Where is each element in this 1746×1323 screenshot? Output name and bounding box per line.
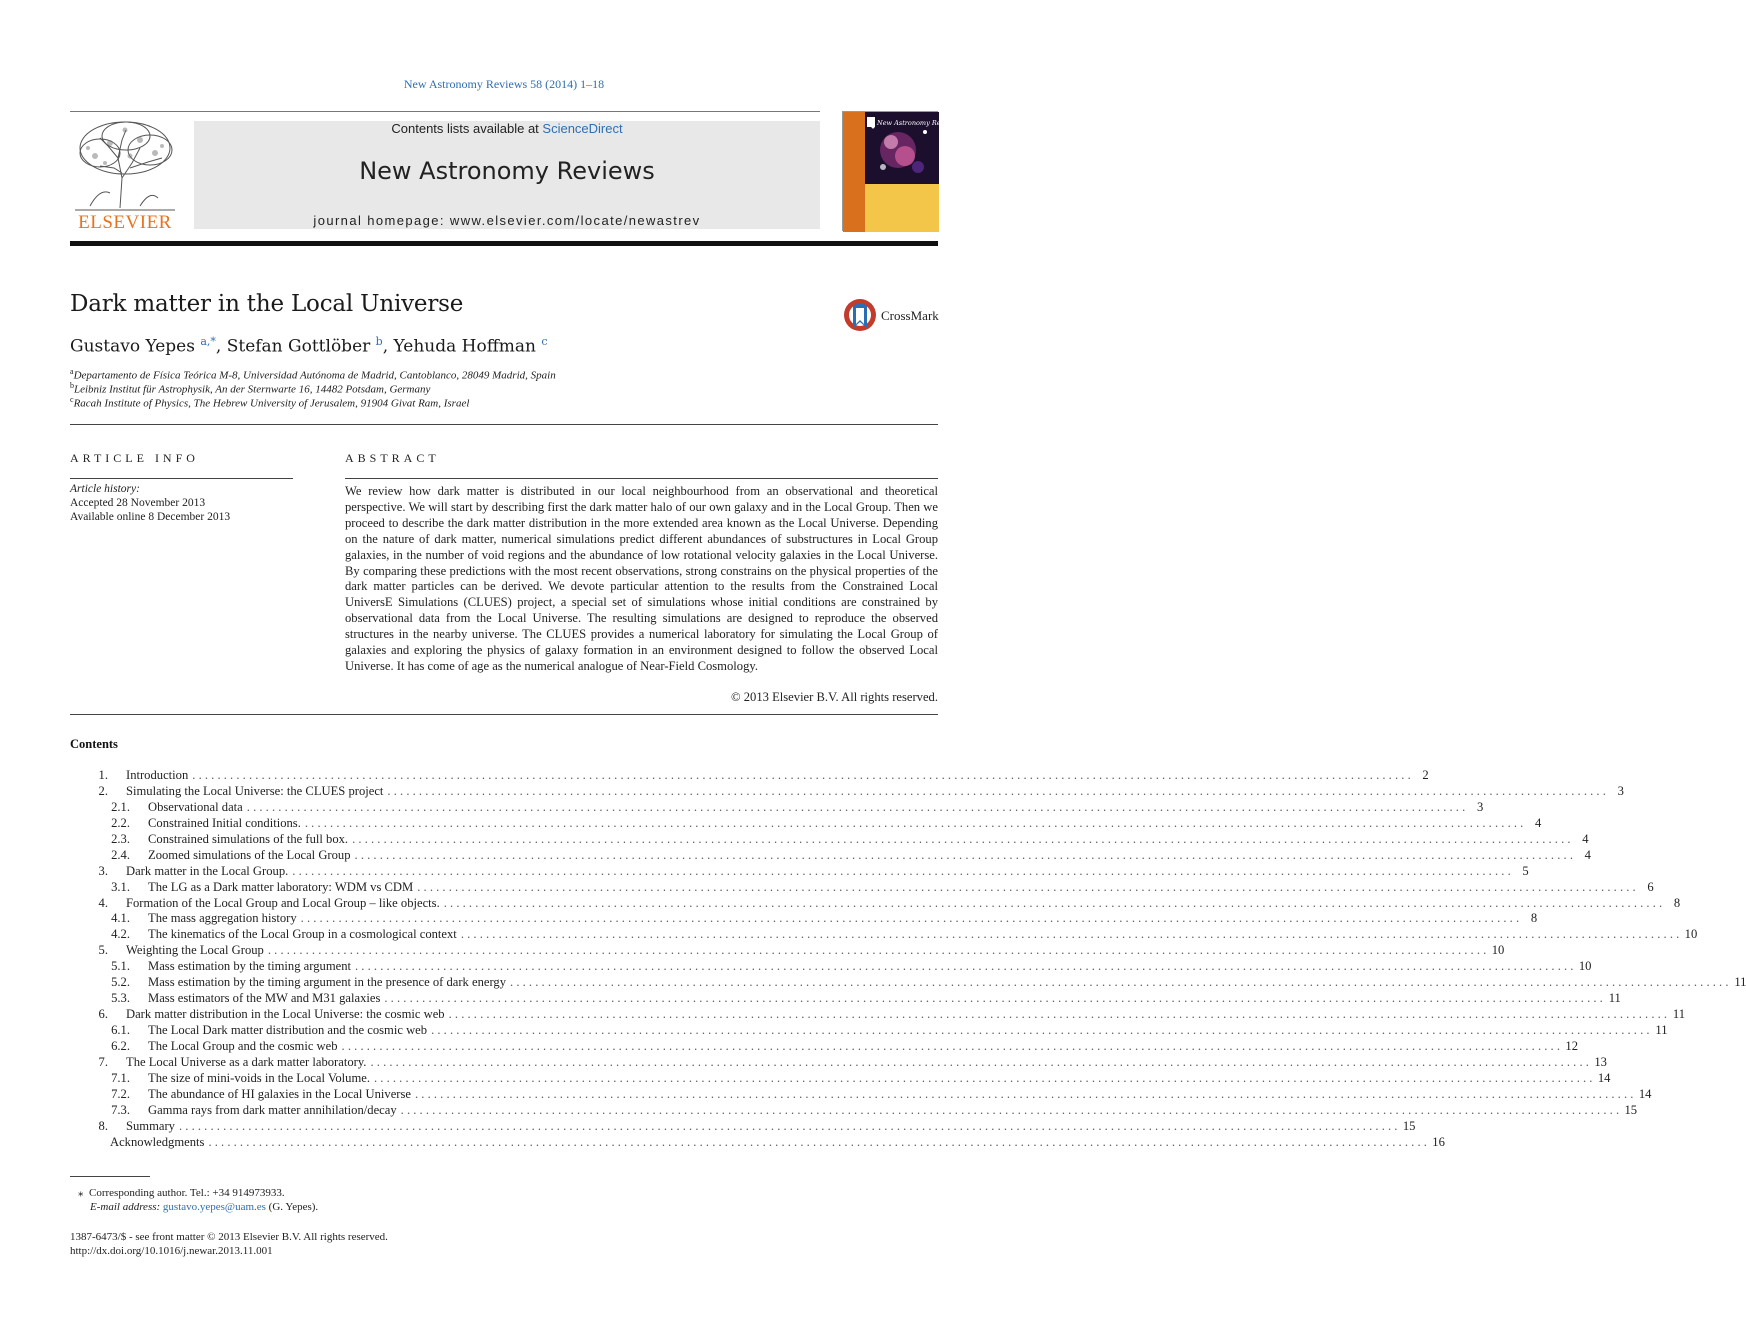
toc-leader-dots — [431, 1023, 1649, 1038]
toc-number: 7.1. — [111, 1070, 130, 1085]
toc-leader-dots — [305, 816, 1523, 831]
email-link[interactable]: gustavo.yepes@uam.es — [162, 1201, 266, 1213]
toc-entry[interactable] — [70, 927, 1698, 943]
toc-label[interactable]: The kinematics of the Local Group in a cosmological context — [148, 927, 457, 942]
journal-citation-link[interactable]: New Astronomy Reviews 58 (2014) 1–18 — [403, 77, 605, 91]
toc-page-number[interactable]: 11 — [1672, 1007, 1686, 1022]
toc-label[interactable]: The Local Universe as a dark matter laboratory. — [126, 1054, 367, 1069]
article-title: Dark matter in the Local Universe — [70, 291, 464, 317]
toc-label[interactable]: The LG as a Dark matter laboratory: WDM vs CDM — [148, 879, 414, 894]
toc-entry[interactable] — [70, 943, 1505, 959]
toc-page-number[interactable]: 5 — [1522, 863, 1529, 878]
toc-entry[interactable] — [70, 831, 1589, 848]
toc-page-number[interactable]: 10 — [1578, 959, 1592, 974]
toc-leader-dots — [355, 959, 1573, 974]
toc-label[interactable]: Zoomed simulations of the Local Group — [148, 847, 351, 862]
toc-number: 6.1. — [111, 1023, 130, 1037]
toc-page-number[interactable]: 12 — [1565, 1038, 1578, 1053]
toc-entry[interactable] — [70, 1007, 1686, 1023]
toc-leader-dots — [208, 1135, 1426, 1150]
header-thick-rule — [70, 241, 938, 246]
abstract-rule — [345, 478, 938, 479]
corresponding-author-note — [78, 1186, 285, 1199]
toc-leader-dots — [510, 975, 1728, 990]
contents-heading: Contents — [70, 737, 118, 751]
toc-number: 8. — [98, 1118, 108, 1133]
toc-number: 1. — [98, 768, 108, 782]
toc-leader-dots — [179, 1119, 1397, 1134]
affiliation-text: Racah Institute of Physics, The Hebrew University of Jerusalem, 91904 Givat Ram, Israel — [73, 397, 470, 410]
toc-leader-dots — [415, 1087, 1633, 1102]
affiliation-mark: b — [70, 381, 74, 390]
toc-leader-dots — [370, 1055, 1588, 1070]
toc-number: 5. — [98, 943, 108, 958]
toc-number: 4.2. — [111, 927, 130, 942]
toc-number: 5.2. — [111, 975, 130, 990]
journal-homepage[interactable]: journal homepage: www.elsevier.com/locate/newastrev — [313, 213, 701, 228]
accepted-date: Accepted 28 November 2013 — [70, 497, 206, 509]
email-suffix: (G. Yepes). — [265, 1201, 319, 1213]
toc-number: 2. — [98, 783, 108, 798]
copyright-notice: © 2013 Elsevier B.V. All rights reserved. — [731, 690, 938, 704]
issn-note: 1387-6473/$ - see front matter © 2013 Elsevier B.V. All rights reserved. — [70, 1231, 388, 1243]
toc-leader-dots — [342, 1039, 1560, 1054]
toc-label[interactable]: Constrained simulations of the full box. — [148, 831, 349, 846]
toc-page-number[interactable]: 14 — [1597, 1070, 1611, 1085]
journal-cover-thumbnail — [842, 111, 960, 231]
toc-leader-dots — [374, 1071, 1592, 1086]
journal-name: New Astronomy Reviews — [359, 157, 655, 185]
toc-number: 4. — [98, 895, 108, 910]
affiliation-text: Departamento de Física Teórica M-8, Universidad Autónoma de Madrid, Cantoblanco, 28049 Madrid, Spain — [73, 369, 556, 382]
toc-label[interactable]: Mass estimation by the timing argument in the presence of dark energy — [148, 975, 507, 990]
author-separator: , — [215, 336, 227, 357]
toc-page-number[interactable]: 16 — [1432, 1134, 1445, 1149]
toc-leader-dots — [292, 864, 1510, 879]
toc-entry[interactable] — [70, 879, 1654, 896]
abstract-heading: ABSTRACT — [345, 451, 440, 465]
toc-number: 7. — [98, 1054, 108, 1069]
toc-entry[interactable] — [70, 783, 1624, 800]
toc-leader-dots — [449, 1007, 1667, 1022]
toc-number: 4.1. — [111, 911, 130, 926]
toc-number: 6.2. — [111, 1038, 130, 1053]
toc-page-number[interactable]: 8 — [1673, 895, 1681, 910]
author-name[interactable]: Stefan Gottlöber — [226, 336, 371, 357]
toc-number: 2.3. — [111, 831, 130, 846]
toc-number: 2.4. — [111, 847, 130, 862]
toc-page-number[interactable]: 14 — [1638, 1086, 1652, 1101]
affiliation-mark: c — [70, 395, 74, 404]
toc-page-number[interactable]: 8 — [1530, 911, 1538, 926]
toc-label[interactable]: Acknowledgments — [110, 1134, 205, 1149]
toc-page-number[interactable]: 10 — [1491, 943, 1505, 958]
elsevier-wordmark: ELSEVIER — [78, 212, 172, 233]
affiliation-mark: a — [70, 367, 74, 376]
toc-number: 3. — [98, 863, 108, 878]
toc-page-number[interactable]: 4 — [1535, 815, 1542, 830]
toc-entry[interactable] — [70, 815, 1542, 832]
author-affil-mark[interactable]: a,* — [200, 335, 216, 348]
toc-label[interactable]: Summary — [126, 1118, 175, 1133]
header-rule — [70, 111, 820, 112]
toc-page-number[interactable]: 6 — [1647, 879, 1654, 894]
toc-label[interactable]: Observational data — [148, 799, 243, 814]
toc-page-number[interactable]: 11 — [1655, 1023, 1668, 1037]
toc-entry[interactable] — [70, 1070, 1611, 1087]
elsevier-logo — [70, 118, 180, 234]
toc-label[interactable]: The mass aggregation history — [148, 911, 297, 926]
toc-number: 7.2. — [111, 1086, 130, 1101]
toc-label[interactable]: Dark matter in the Local Group. — [126, 863, 289, 878]
toc-page-number[interactable]: 11 — [1608, 991, 1621, 1006]
toc-page-number[interactable]: 4 — [1582, 831, 1589, 846]
toc-label[interactable]: The Local Dark matter distribution and the cosmic web — [148, 1023, 428, 1037]
toc-label[interactable]: Weighting the Local Group — [126, 943, 264, 958]
author-separator: , — [382, 336, 394, 357]
toc-number: 5.1. — [111, 959, 130, 974]
toc-leader-dots — [401, 1103, 1619, 1118]
toc-entry[interactable] — [70, 1118, 1416, 1135]
toc-label[interactable]: Mass estimation by the timing argument — [148, 959, 351, 974]
toc-leader-dots — [355, 848, 1573, 863]
journal-cover-image — [843, 112, 960, 232]
toc-page-number[interactable]: 15 — [1624, 1102, 1638, 1117]
author-affil-mark[interactable]: c — [541, 335, 548, 348]
author-list — [70, 335, 548, 357]
toc-label[interactable]: Dark matter distribution in the Local Universe: the cosmic web — [126, 1007, 445, 1022]
toc-entry[interactable] — [70, 799, 1484, 816]
sciencedirect-link[interactable]: ScienceDirect — [542, 121, 623, 136]
toc-entry[interactable] — [70, 911, 1538, 927]
toc-entry[interactable] — [70, 1054, 1607, 1071]
toc-page-number[interactable]: 3 — [1476, 799, 1484, 814]
toc-entry[interactable] — [70, 1038, 1578, 1055]
toc-leader-dots — [461, 927, 1679, 942]
toc-leader-dots — [192, 768, 1410, 783]
toc-page-number[interactable]: 13 — [1594, 1054, 1607, 1069]
toc-label[interactable]: Introduction — [126, 768, 189, 782]
article-info-heading: ARTICLE INFO — [70, 451, 199, 465]
toc-entry[interactable] — [70, 863, 1529, 880]
toc-leader-dots — [352, 832, 1570, 847]
footnote-rule — [70, 1176, 150, 1177]
toc-leader-dots — [417, 880, 1635, 895]
toc-label[interactable]: Gamma rays from dark matter annihilation/decay — [148, 1102, 397, 1117]
toc-label[interactable]: Mass estimators of the MW and M31 galaxies — [148, 991, 381, 1006]
abstract-text: We review how dark matter is distributed in our local neighbourhood from an observational and theoretical perspective. We will start by describing first the dark matter halo of our own galaxy and in the Local Group. Then we proceed to describe the dark matter distribution in the more extended area known as the Local Universe. Depending on the nature of dark matter, numerical simulations predict different abundances of substructures in Local Group galaxies, in the number of void regions and the abundance of low rotational velocity galaxies in the Local Universe. By comparing these predictions with the most recent observations, strong constrains on the physical properties of the dark matter particles can be derived. We devote particular attention to the results from the Constrained Local UniversE Simulations (CLUES) project, a special set of simulations whose initial conditions are constrained by observational data from the Local Universe. The resulting simulations are designed to reproduce the observed structures in the nearby universe. The CLUES provides a numerical laboratory for simulating the Local Group of galaxies and exploring the physics of galaxy formation in an environment designed to follow the observed Local Universe. It has come of age as the numerical analogue of Near-Field Cosmology. — [345, 484, 938, 673]
svg-text:New Astronomy Reviews: New Astronomy Reviews — [877, 119, 960, 127]
author-name[interactable]: Gustavo Yepes — [70, 336, 195, 357]
toc-entry[interactable] — [70, 991, 1621, 1007]
crossmark-icon — [843, 298, 877, 334]
toc-leader-dots — [444, 896, 1662, 911]
toc-entry[interactable] — [70, 959, 1592, 975]
author-name[interactable]: Yehuda Hoffman — [393, 336, 536, 357]
section-divider — [70, 714, 938, 715]
toc-number: 2.2. — [111, 815, 130, 830]
affiliation — [70, 381, 430, 396]
email-note — [90, 1201, 318, 1213]
toc-page-number[interactable]: 2 — [1422, 768, 1429, 782]
toc-entry[interactable] — [70, 1134, 1445, 1151]
crossmark-label: CrossMark — [881, 308, 939, 323]
toc-number: 6. — [98, 1007, 108, 1022]
toc-page-number[interactable]: 15 — [1402, 1118, 1416, 1133]
affiliation — [70, 367, 556, 382]
toc-label[interactable]: The Local Group and the cosmic web — [148, 1038, 338, 1053]
toc-page-number[interactable]: 10 — [1684, 927, 1698, 942]
table-of-contents — [70, 768, 1746, 1151]
section-divider — [70, 424, 938, 425]
toc-leader-dots — [387, 784, 1605, 799]
toc-page-number[interactable]: 4 — [1584, 847, 1591, 862]
toc-label[interactable]: Formation of the Local Group and Local Group – like objects. — [126, 895, 440, 910]
toc-page-number[interactable]: 3 — [1617, 783, 1624, 798]
corresponding-text: Corresponding author. Tel.: +34 914973933. — [89, 1187, 285, 1199]
toc-entry[interactable] — [70, 975, 1746, 991]
journal-header-box — [194, 121, 820, 229]
toc-entry[interactable] — [70, 1086, 1652, 1103]
toc-leader-dots — [247, 800, 1465, 815]
toc-entry[interactable] — [70, 847, 1591, 864]
contents-prefix: Contents lists available at — [391, 121, 543, 136]
affiliation-text: Leibniz Institut für Astrophysik, An der Sternwarte 16, 14482 Potsdam, Germany — [74, 383, 431, 396]
doi-link[interactable]: http://dx.doi.org/10.1016/j.newar.2013.11.001 — [70, 1245, 273, 1257]
toc-number: 2.1. — [111, 799, 130, 814]
toc-leader-dots — [384, 991, 1602, 1006]
article-history-label: Article history: — [70, 483, 140, 495]
toc-label[interactable]: The size of mini-voids in the Local Volume. — [148, 1070, 370, 1085]
article-info-rule — [70, 478, 293, 479]
author-affil-mark[interactable]: b — [375, 335, 383, 348]
toc-label[interactable]: Simulating the Local Universe: the CLUES project — [126, 783, 384, 798]
toc-entry[interactable] — [70, 895, 1681, 912]
toc-label[interactable]: The abundance of HI galaxies in the Local Universe — [148, 1086, 411, 1101]
toc-number: 3.1. — [111, 879, 130, 894]
toc-entry[interactable] — [70, 1102, 1638, 1119]
affiliation — [70, 395, 469, 410]
elsevier-tree-icon — [70, 118, 180, 213]
available-date: Available online 8 December 2013 — [70, 511, 231, 523]
toc-entry[interactable] — [70, 768, 1429, 784]
contents-availability — [194, 121, 820, 136]
email-label: E-mail address: — [90, 1201, 161, 1213]
toc-leader-dots — [268, 943, 1486, 958]
toc-number: 7.3. — [111, 1102, 130, 1117]
toc-number: 5.3. — [111, 991, 130, 1006]
toc-leader-dots — [301, 911, 1519, 926]
toc-entry[interactable] — [70, 1023, 1668, 1039]
crossmark-badge[interactable] — [843, 298, 943, 334]
toc-page-number[interactable]: 11 — [1734, 975, 1746, 990]
corresponding-mark: ⁎ — [78, 1187, 84, 1199]
toc-label[interactable]: Constrained Initial conditions. — [148, 815, 301, 830]
